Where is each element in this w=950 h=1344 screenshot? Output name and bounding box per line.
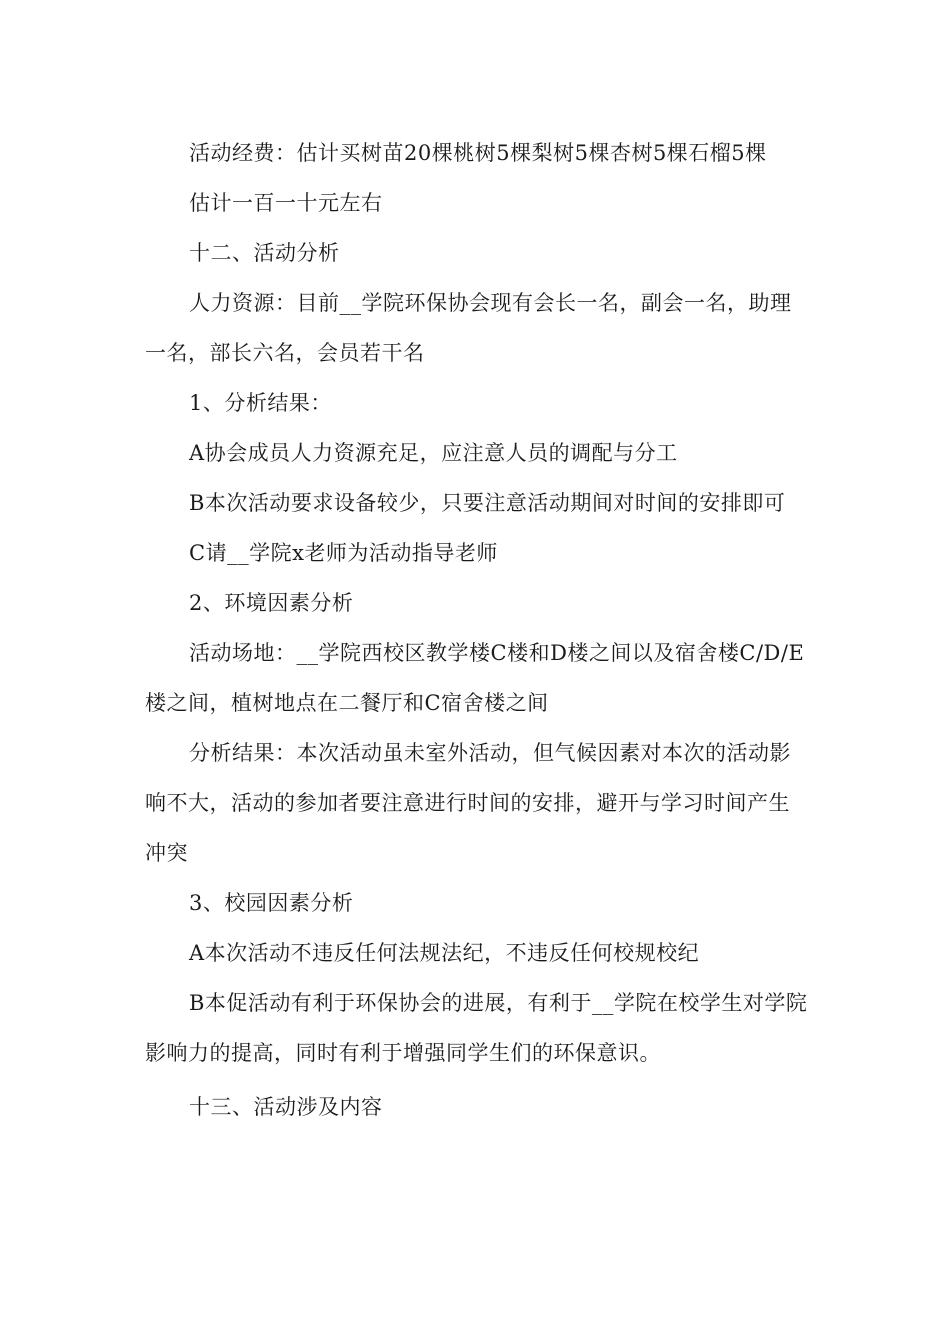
heading-section-13: 十三、活动涉及内容 [189,1095,383,1119]
paragraph-human-resources: 人力资源：目前__学院环保协会现有会长一名，副会一名，助理一名，部长六名，会员若干名 [145,291,792,365]
paragraph-budget: 活动经费：估计买树苗20棵桃树5棵梨树5棵杏树5棵石榴5棵 [189,141,767,165]
paragraph-venue: 活动场地：__学院西校区教学楼C楼和D楼之间以及宿舍楼C/D/E楼之间，植树地点在二餐厅和C宿舍楼之间 [145,641,805,715]
subheading-analysis-result: 1、分析结果： [189,391,332,415]
campus-item-a: A本次活动不违反任何法规法纪，不违反任何校规校纪 [189,941,700,965]
paragraph-budget-estimate: 估计一百一十元左右 [189,191,383,215]
list-item-a: A协会成员人力资源充足，应注意人员的调配与分工 [189,441,678,465]
subheading-campus: 3、校园因素分析 [189,891,354,915]
campus-item-b: B本促活动有利于环保协会的进展，有利于__学院在校学生对学院影响力的提高，同时有利于增强同学生们的环保意识。 [145,991,808,1065]
document-body [145,128,810,1132]
subheading-environment: 2、环境因素分析 [189,591,354,615]
list-item-b: B本次活动要求设备较少，只要注意活动期间对时间的安排即可 [189,491,786,515]
list-item-c: C请__学院x老师为活动指导老师 [189,541,498,565]
paragraph-environment-result: 分析结果：本次活动虽未室外活动，但气候因素对本次的活动影响不大，活动的参加者要注意进行时间的安排，避开与学习时间产生冲突 [145,741,791,865]
heading-section-12: 十二、活动分析 [189,241,340,265]
